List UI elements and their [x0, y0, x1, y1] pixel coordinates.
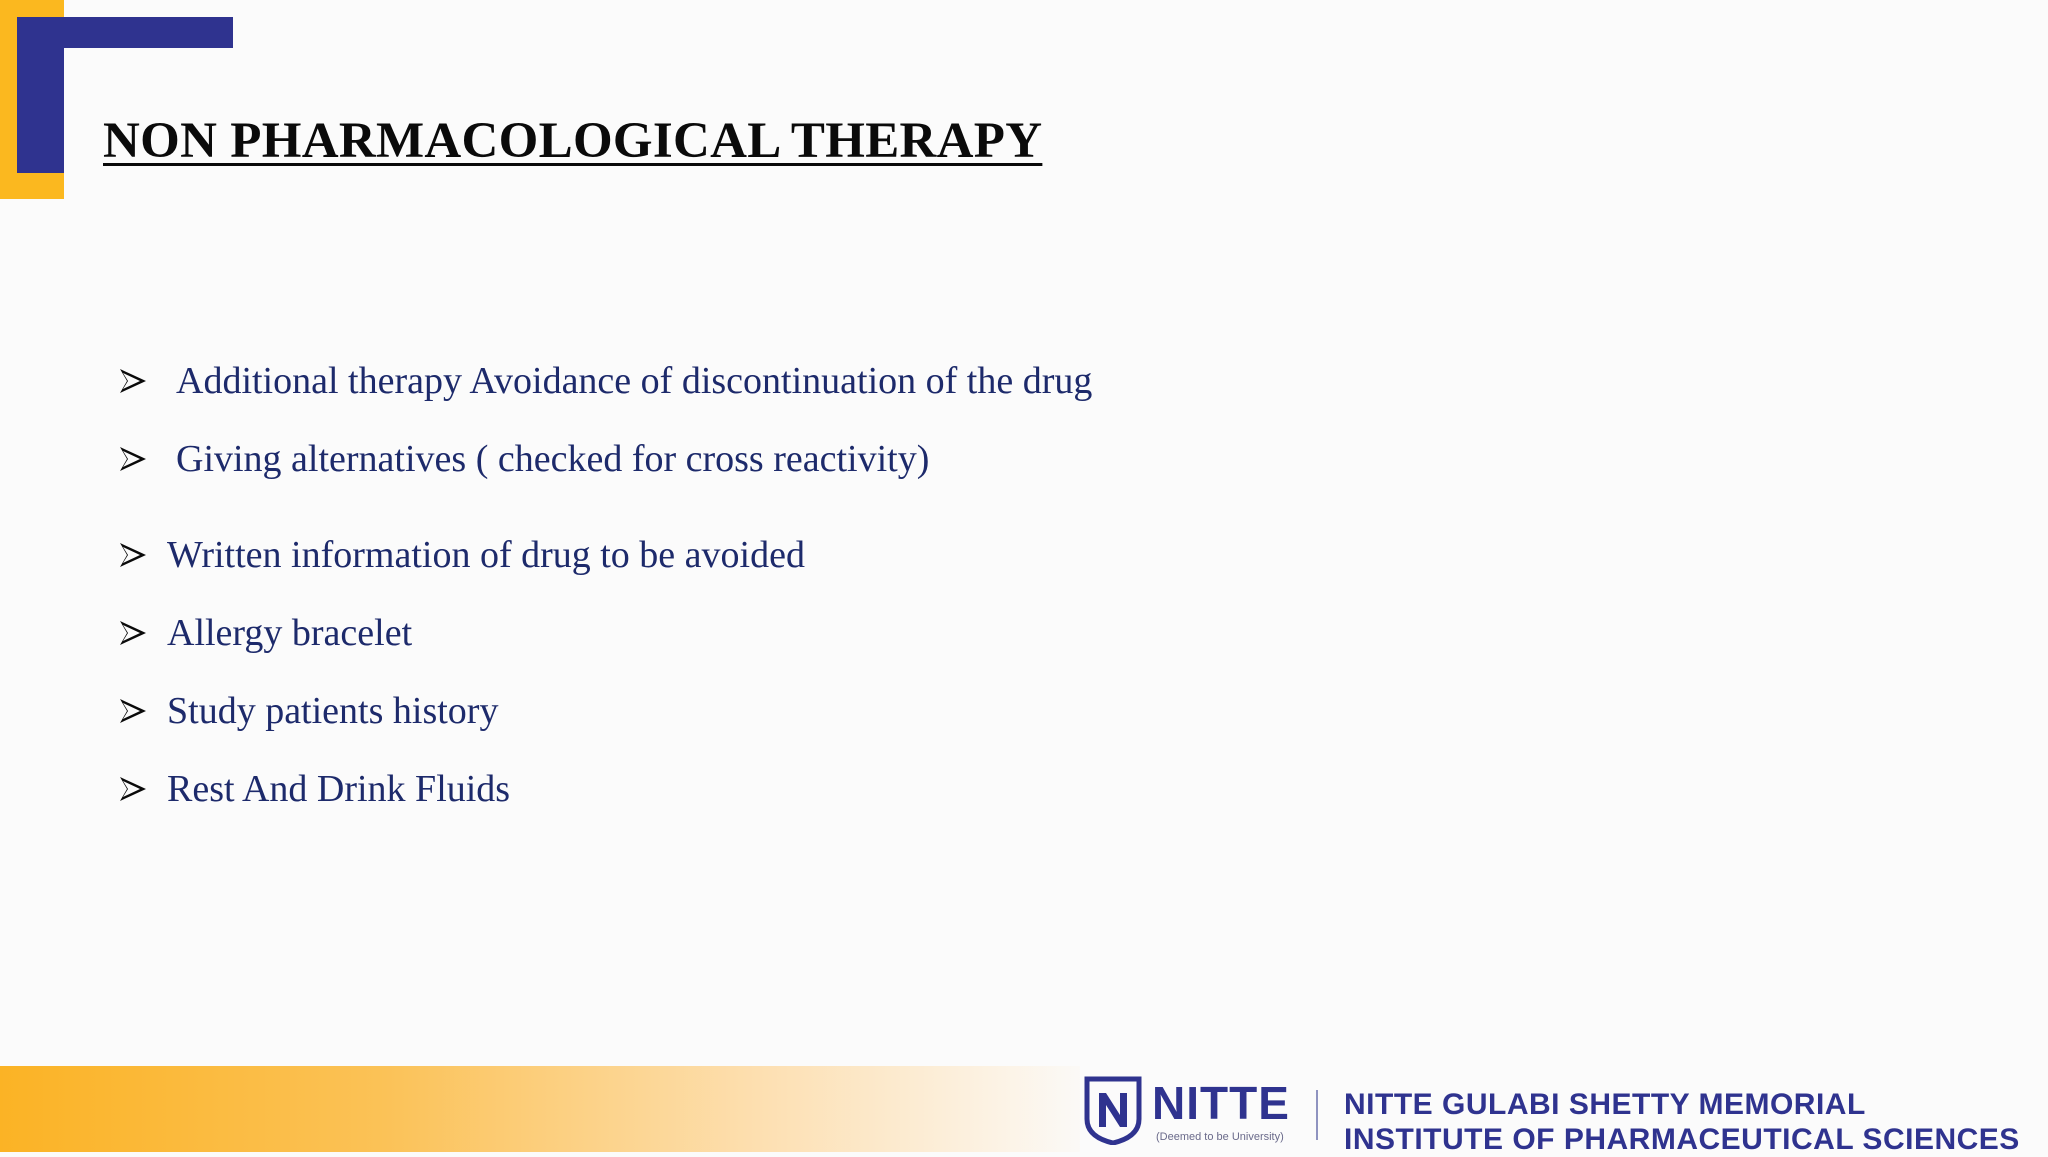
- bullet-text: Additional therapy Avoidance of discontinuation of the drug: [176, 360, 1093, 402]
- bullet-item: [118, 763, 510, 815]
- footer-gradient-band: [0, 1066, 1100, 1152]
- bullet-item: [118, 433, 929, 485]
- bullet-text: Giving alternatives ( checked for cross reactivity): [176, 438, 930, 480]
- institute-name-line1: NITTE GULABI SHETTY MEMORIAL: [1344, 1088, 1866, 1121]
- arrowhead-bullet-icon: [118, 367, 148, 395]
- logo-wordmark: NITTE: [1152, 1077, 1290, 1129]
- logo-subtitle: (Deemed to be University): [1156, 1131, 1284, 1143]
- bullet-text: Written information of drug to be avoided: [167, 534, 805, 576]
- bullet-item: [118, 355, 1092, 407]
- slide-title: NON PHARMACOLOGICAL THERAPY: [103, 113, 1043, 169]
- bullet-item: [118, 685, 498, 737]
- bullet-item: [118, 529, 805, 581]
- bullet-text: Study patients history: [167, 690, 499, 732]
- bullet-text: Rest And Drink Fluids: [167, 768, 511, 810]
- institute-name: [1344, 1087, 2020, 1157]
- nitte-logo-icon: [1083, 1075, 1143, 1145]
- arrowhead-bullet-icon: [118, 775, 148, 803]
- arrowhead-bullet-icon: [118, 619, 148, 647]
- arrowhead-bullet-icon: [118, 541, 148, 569]
- bullet-item: [118, 607, 412, 659]
- footer-branding: [1080, 1066, 2048, 1156]
- institute-name-line2: INSTITUTE OF PHARMACEUTICAL SCIENCES: [1344, 1123, 2020, 1156]
- bullet-text: Allergy bracelet: [167, 612, 413, 654]
- logo-divider: [1316, 1090, 1318, 1140]
- arrowhead-bullet-icon: [118, 697, 148, 725]
- arrowhead-bullet-icon: [118, 445, 148, 473]
